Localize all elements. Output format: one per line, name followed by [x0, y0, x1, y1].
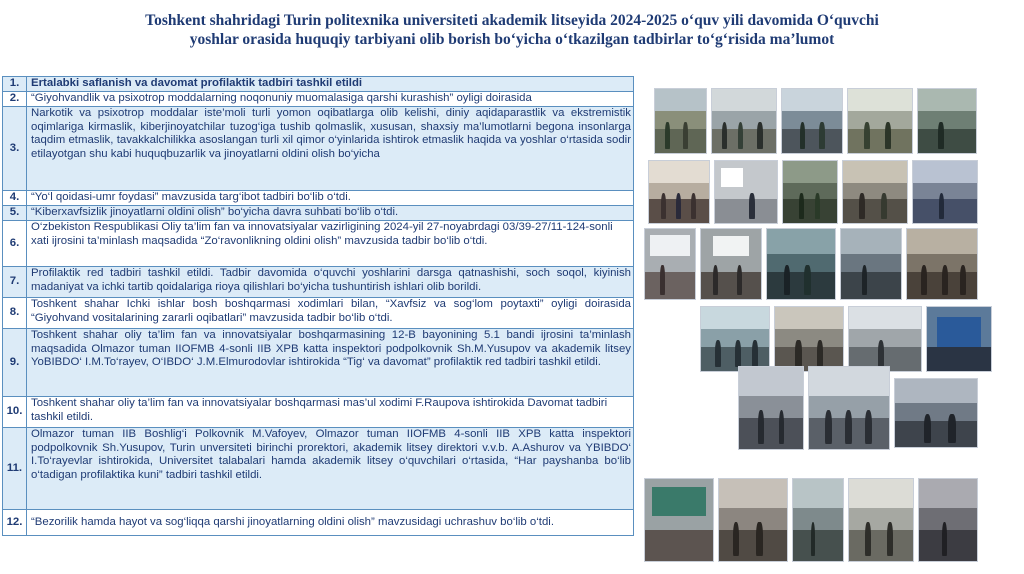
row-text: Profilaktik red tadbiri tashkil etildi. Tadbir davomida o‘quvchi yoshlarini darsga qatnashishi, soch soqol, kiyinish madaniyat va ichki tartib qoidalariga rioya qilishlari bo‘yicha tushuntirish ishlari olib borildi.: [27, 267, 634, 298]
row-number: 2.: [3, 92, 27, 107]
row-text: Ertalabki saflanish va davomat profilaktik tadbiri tashkil etildi: [27, 77, 634, 92]
event-photo: [840, 228, 902, 300]
row-text: “Yo‘l qoidasi-umr foydasi” mavzusida targ‘ibot tadbiri bo‘lib o‘tdi.: [27, 191, 634, 206]
row-number: 1.: [3, 77, 27, 92]
row-text: Toshkent shahar oliy ta’lim fan va innovatsiyalar boshqarmasi mas’ul xodimi F.Raupova ishtirokida Davomat tadbiri tashkil etildi.: [27, 397, 634, 428]
table-row: [3, 191, 634, 206]
event-photo: [917, 88, 977, 154]
row-text: “Bezorilik hamda hayot va sog‘liqqa qarshi jinoyatlarning oldini olish” mavzusidagi uchrashuv bo‘lib o‘tdi.: [27, 510, 634, 536]
row-text: Olmazor tuman IIB Boshlig‘i Polkovnik M.Vafoyev, Olmazor tuman IIOFMB 4-sonli IIB XPB katta inspektori podpolkovnik Sh.Yusupov, Turin unversiteti birinchi prorektori, akademik litsey direktori v.v.b. A.Ashurov va YBIBDO‘ I.To‘rayevlar ishtirokida, Universitet talabalari hamda akademik litsey o‘quvchilari o‘rtasida, “Har payshanba bo‘lib o‘tadigan profilaktika kuni” tadbiri tashkil etildi.: [27, 428, 634, 510]
event-photo: [906, 228, 978, 300]
table-row: [3, 267, 634, 298]
row-number: 11.: [3, 428, 27, 510]
row-text: Toshkent shahar oliy ta’lim fan va innovatsiyalar boshqarmasining 12-B bayonining 5.1 bandi ijrosini ta’minlash maqsadida Olmazor tuman IIOFMB 4-sonli IIB XPB katta inspektori podpolkovnik Sh.M.Yusupov va akademik litsey YoBIBDO‘ I.M.To‘rayev, O‘IBDO‘ J.M.Elmurodovlar ishtirokida “Tig‘ va davomat” profilaktik red tadbiri tashkil etildi.: [27, 329, 634, 397]
events-table: [2, 76, 634, 536]
event-photo: [774, 306, 844, 372]
event-photo: [782, 160, 838, 224]
event-photo: [700, 228, 762, 300]
event-photo: [718, 478, 788, 562]
event-photo: [738, 366, 804, 450]
row-text: Toshkent shahar Ichki ishlar bosh boshqarmasi xodimlari bilan, “Xavfsiz va sog‘lom poytaxti” oyligi doirasida “Giyohvand vositalarining zararli oqibatlari” mavzusida tadbir bo‘lib o‘tdi.: [27, 298, 634, 329]
event-photo: [648, 160, 710, 224]
table-row: [3, 510, 634, 536]
event-photo: [711, 88, 777, 154]
page-title: [20, 11, 1004, 49]
event-photo: [912, 160, 978, 224]
event-photo: [644, 478, 714, 562]
event-photo: [848, 306, 922, 372]
event-photo: [808, 366, 890, 450]
row-number: 12.: [3, 510, 27, 536]
row-number: 4.: [3, 191, 27, 206]
event-photo: [848, 478, 914, 562]
row-text: “Kiberxavfsizlik jinoyatlarni oldini olish” bo‘yicha davra suhbati bo‘lib o‘tdi.: [27, 206, 634, 221]
row-text: O‘zbekiston Respublikasi Oliy ta’lim fan va innovatsiyalar vazirligining 2024-yil 27-noyabrdagi 03/39-27/11-124-sonli xati ijrosini ta’minlash maqsadida “Zo‘ravonlikning oldini olish” mavzusida tadbir bo‘lib o‘tdi.: [27, 221, 634, 267]
row-number: 8.: [3, 298, 27, 329]
photo-collage: [640, 78, 1020, 568]
table-row: [3, 92, 634, 107]
event-photo: [842, 160, 908, 224]
table-row: [3, 329, 634, 397]
event-photo: [714, 160, 778, 224]
table-row: [3, 77, 634, 92]
table-row: [3, 298, 634, 329]
row-number: 3.: [3, 107, 27, 191]
event-photo: [644, 228, 696, 300]
event-photo: [792, 478, 844, 562]
row-text: “Giyohvandlik va psixotrop moddalarning noqonuniy muomalasiga qarshi kurashish” oyligi doirasida: [27, 92, 634, 107]
event-photo: [781, 88, 843, 154]
title-line-1: Toshkent shahridagi Turin politexnika universiteti akademik litseyida 2024-2025 o‘quv yili davomida O‘quvchi: [145, 12, 879, 29]
row-text: Narkotik va psixotrop moddalar iste’moli turli yomon oqibatlarga olib kelishi, diniy aqidaparastlik va ekstremistik oqimlariga kirmaslik, kiberjinoyatchilar tuzog‘iga tushib qolmaslik, xususan, shaxsiy ma’lumotlarni begona insonlarga taqdim etmaslik, tavakkalchilikka asoslangan turli xil qimor o‘yinlarida ishtirok etmaslik haqida va yoshlar o‘rtasida sodir etilayotgan shu kabi huquqbuzarlik va jinoyatlarni oldini olish bo‘yicha: [27, 107, 634, 191]
event-photo: [700, 306, 770, 372]
table-row: [3, 397, 634, 428]
event-photo: [894, 378, 978, 448]
row-number: 6.: [3, 221, 27, 267]
table-row: [3, 428, 634, 510]
event-photo: [766, 228, 836, 300]
row-number: 5.: [3, 206, 27, 221]
table-row: [3, 221, 634, 267]
row-number: 10.: [3, 397, 27, 428]
row-number: 9.: [3, 329, 27, 397]
event-photo: [847, 88, 913, 154]
table-row: [3, 206, 634, 221]
event-photo: [918, 478, 978, 562]
event-photo: [926, 306, 992, 372]
event-photo: [654, 88, 707, 154]
row-number: 7.: [3, 267, 27, 298]
title-line-2: yoshlar orasida huquqiy tarbiyani olib borish bo‘yicha o‘tkazilgan tadbirlar to‘g‘risida ma’lumot: [189, 31, 835, 48]
table-row: [3, 107, 634, 191]
